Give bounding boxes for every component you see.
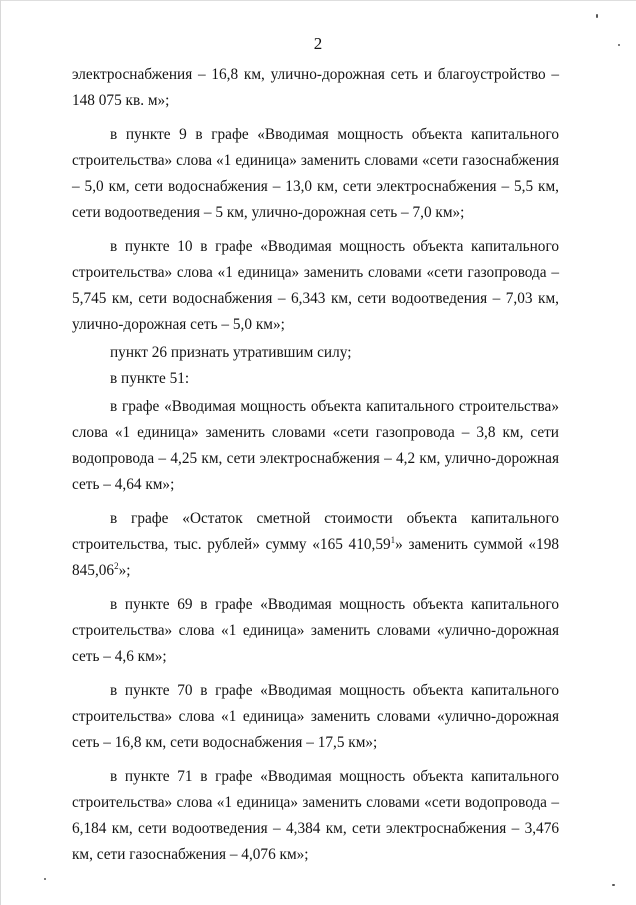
scan-speck bbox=[618, 44, 620, 46]
paragraph-2: в пункте 9 в графе «Вводимая мощность объекта капитального строительства» слова «1 единица» заменить словами «сети газоснабжения – 5,0 км, сети водоснабжения – 13,0 км, сети электроснабжения – 5,5 км, сети водоотведения – 5 км, улично-дорожная сеть – 7,0 км»; bbox=[72, 126, 559, 221]
paragraph-7-text-before: в графе «Остаток сметной стоимости объекта капитального строительства, тыс. рублей» сумму «165 410,59 bbox=[72, 510, 559, 553]
footnote-mark-2: 2 bbox=[114, 560, 119, 571]
paragraph-9: в пункте 70 в графе «Вводимая мощность объекта капитального строительства» слова «1 единица» заменить словами «улично-дорожная сеть – 16,8 км, сети водоснабжения – 17,5 км»; bbox=[72, 682, 559, 751]
scan-top-edge bbox=[0, 0, 636, 1]
paragraph-7 bbox=[72, 506, 559, 584]
footnote-mark-1: 1 bbox=[390, 534, 396, 545]
page-number: 2 bbox=[313, 34, 323, 53]
paragraph-4: пункт 26 признать утратившим силу; bbox=[110, 344, 352, 361]
paragraph-8: в пункте 69 в графе «Вводимая мощность объекта капитального строительства» слова «1 единица» заменить словами «улично-дорожная сеть – 4,6 км»; bbox=[72, 596, 559, 665]
scan-speck bbox=[44, 878, 46, 880]
scan-left-edge bbox=[0, 0, 1, 905]
paragraph-1: электроснабжения – 16,8 км, улично-дорожная сеть и благоустройство – 148 075 кв. м»; bbox=[72, 66, 559, 109]
paragraph-6: в графе «Вводимая мощность объекта капитального строительства» слова «1 единица» заменить словами «сети газопровода – 3,8 км, сети водопровода – 4,25 км, сети электроснабжения – 4,2 км, улично-дорожная сеть – 4,64 км»; bbox=[72, 398, 559, 493]
document-body bbox=[72, 62, 559, 868]
paragraph-7-text-middle: » заменить суммой «198 845,06 bbox=[72, 536, 559, 579]
paragraph-7-text-after: »; bbox=[118, 562, 131, 579]
scan-speck bbox=[612, 884, 615, 886]
paragraph-3: в пункте 10 в графе «Вводимая мощность объекта капитального строительства» слова «1 единица» заменить словами «сети газопровода – 5,745 км, сети водоснабжения – 6,343 км, сети водоотведения – 7,03 км, улично-дорожная сеть – 5,0 км»; bbox=[72, 238, 559, 333]
scan-speck bbox=[596, 14, 598, 18]
paragraph-5: в пункте 51: bbox=[110, 370, 190, 387]
paragraph-10: в пункте 71 в графе «Вводимая мощность объекта капитального строительства» слова «1 единица» заменить словами «сети водопровода – 6,184 км, сети водоотведения – 4,384 км, сети электроснабжения – 3,476 км, сети газоснабжения – 4,076 км»; bbox=[72, 768, 559, 863]
